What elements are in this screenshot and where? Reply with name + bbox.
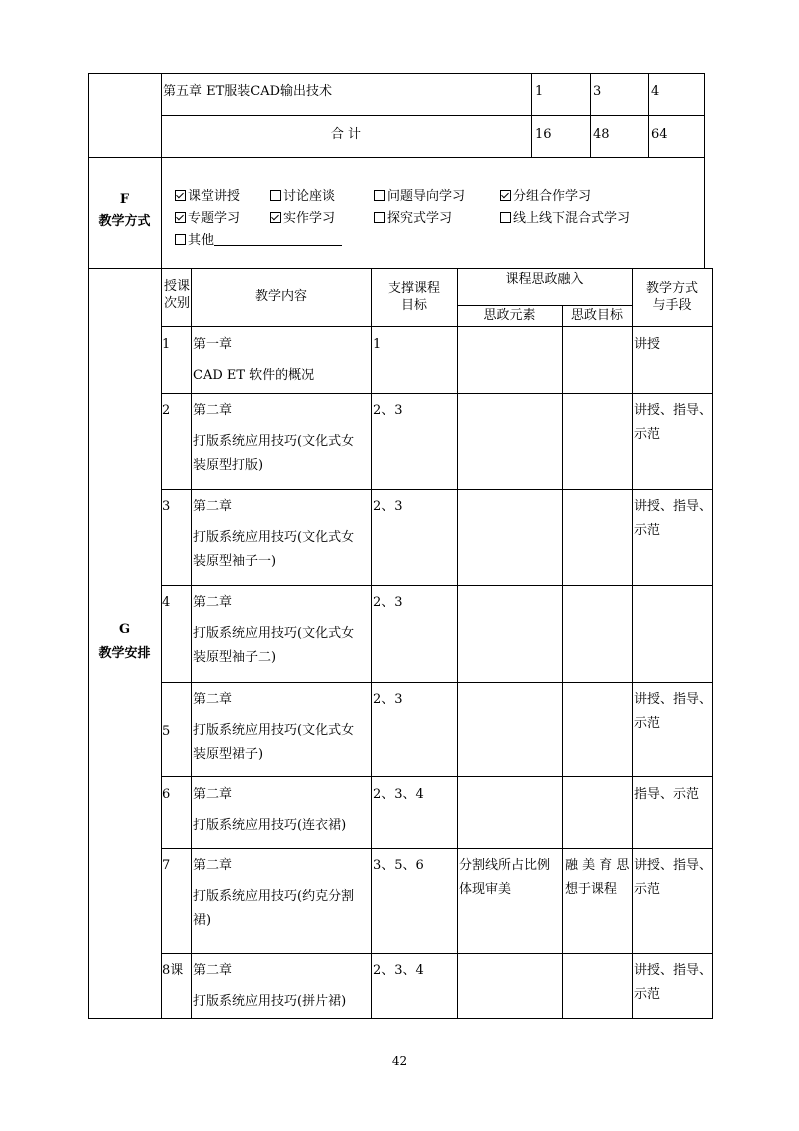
checked-box-icon (175, 190, 186, 201)
header-ideology-target: 思政目标 (570, 308, 623, 323)
row-topic-line: 打版系统应用技巧(文化式女 (193, 434, 355, 449)
row-goal: 2、3 (373, 692, 403, 707)
option-5 (175, 211, 240, 227)
section-f-title: 教学方式 (98, 214, 151, 229)
option-label: 探究式学习 (387, 211, 453, 226)
total-cell-2: 48 (593, 127, 610, 142)
total-cell-3: 64 (651, 127, 668, 142)
row-session: 8课 (162, 963, 184, 978)
row-method-line: 讲授、指导、 (634, 403, 713, 418)
header-method-line2: 与手段 (652, 298, 692, 313)
checked-box-icon (270, 212, 281, 223)
row-method-line: 讲授、指导、 (634, 499, 713, 514)
row-topic-line: 打版系统应用技巧(连衣裙) (193, 818, 347, 833)
row-goal: 2、3、4 (373, 787, 424, 802)
row-topic-line: 装原型裙子) (193, 747, 264, 762)
row-chapter: 第二章 (193, 499, 233, 514)
chapter5-cell-1: 1 (535, 84, 544, 99)
section-g-letter: G (118, 622, 131, 637)
option-label: 问题导向学习 (387, 189, 466, 204)
option-1 (175, 189, 240, 205)
row-ideology-element: 体现审美 (459, 882, 512, 897)
other-blank-line (214, 233, 342, 246)
option-label: 讨论座谈 (283, 189, 336, 204)
row-method-line: 讲授、指导、 (634, 692, 713, 707)
header-content: 教学内容 (254, 289, 307, 304)
option-label: 分组合作学习 (513, 189, 592, 204)
section-g-title: 教学安排 (98, 646, 151, 661)
option-3 (374, 189, 465, 205)
row-goal: 3、5、6 (373, 858, 424, 873)
chapter5-cell-3: 4 (651, 84, 660, 99)
header-session-line1: 授课 (164, 279, 191, 294)
row-session: 1 (162, 337, 171, 352)
option-label: 课堂讲授 (188, 189, 241, 204)
row-method-line: 示范 (634, 427, 661, 442)
row-topic-line: CAD ET 软件的概况 (193, 368, 315, 383)
row-session: 6 (162, 787, 171, 802)
row-chapter: 第二章 (193, 403, 233, 418)
row-topic-line: 装原型袖子一) (193, 554, 277, 569)
row-chapter: 第一章 (193, 337, 233, 352)
row-goal: 1 (373, 337, 382, 352)
row-chapter: 第二章 (193, 858, 233, 873)
row-chapter: 第二章 (193, 595, 233, 610)
header-method-line1: 教学方式 (645, 281, 698, 296)
empty-box-icon (374, 190, 385, 201)
row-chapter: 第二章 (193, 787, 233, 802)
page-number: 42 (391, 1054, 408, 1068)
row-session: 2 (162, 403, 171, 418)
row-chapter: 第二章 (193, 963, 233, 978)
option-label: 专题学习 (188, 211, 241, 226)
row-session: 7 (162, 858, 171, 873)
row-goal: 2、3 (373, 499, 403, 514)
row-topic-line: 装原型打版) (193, 458, 264, 473)
row-session: 3 (162, 499, 171, 514)
row-chapter: 第二章 (193, 692, 233, 707)
option-6 (270, 211, 335, 227)
row-goal: 2、3、4 (373, 963, 424, 978)
option-7 (374, 211, 452, 227)
row-method-line: 示范 (634, 523, 661, 538)
row-method-line: 讲授、指导、 (634, 858, 713, 873)
checked-box-icon (500, 190, 511, 201)
row-method-line: 讲授 (634, 337, 661, 352)
row-method-line: 指导、示范 (634, 787, 700, 802)
row-topic-line: 打版系统应用技巧(约克分割 (193, 889, 355, 904)
row-session: 5 (162, 724, 171, 739)
row-ideology-target: 融 美 育 思 (565, 858, 630, 873)
row-method-line: 示范 (634, 882, 661, 897)
option-8 (500, 211, 630, 227)
row-method-line: 讲授、指导、 (634, 963, 713, 978)
row-method-line: 示范 (634, 987, 661, 1002)
row-method-line: 示范 (634, 716, 661, 731)
empty-box-icon (175, 234, 186, 245)
option-label: 线上线下混合式学习 (513, 211, 631, 226)
row-topic-line: 打版系统应用技巧(拼片裙) (193, 994, 347, 1009)
row-topic-line: 打版系统应用技巧(文化式女 (193, 723, 355, 738)
total-cell-1: 16 (535, 127, 552, 142)
header-goal-line1: 支撑课程 (387, 281, 440, 296)
row-goal: 2、3 (373, 595, 403, 610)
empty-box-icon (500, 212, 511, 223)
option-9 (175, 233, 342, 249)
row-goal: 2、3 (373, 403, 403, 418)
row-topic-line: 打版系统应用技巧(文化式女 (193, 626, 355, 641)
section-f-letter: F (119, 192, 130, 207)
row-ideology-element: 分割线所占比例 (459, 858, 551, 873)
header-ideology-elements: 思政元素 (483, 308, 536, 323)
option-2 (270, 189, 335, 205)
checked-box-icon (175, 212, 186, 223)
row-session: 4 (162, 595, 171, 610)
option-label: 其他 (188, 233, 215, 248)
chapter5-content: 第五章 ET服装CAD输出技术 (163, 84, 333, 99)
empty-box-icon (374, 212, 385, 223)
empty-box-icon (270, 190, 281, 201)
row-topic-line: 装原型袖子二) (193, 650, 277, 665)
header-ideology: 课程思政融入 (505, 272, 584, 287)
chapter5-cell-2: 3 (593, 84, 602, 99)
option-4 (500, 189, 591, 205)
option-label: 实作学习 (283, 211, 336, 226)
header-goal-line2: 目标 (400, 298, 427, 313)
header-session-line2: 次别 (164, 296, 191, 311)
total-label: 合 计 (330, 127, 362, 142)
row-topic-line: 打版系统应用技巧(文化式女 (193, 530, 355, 545)
row-ideology-target: 想于课程 (565, 882, 618, 897)
row-topic-line: 裙) (193, 913, 212, 928)
